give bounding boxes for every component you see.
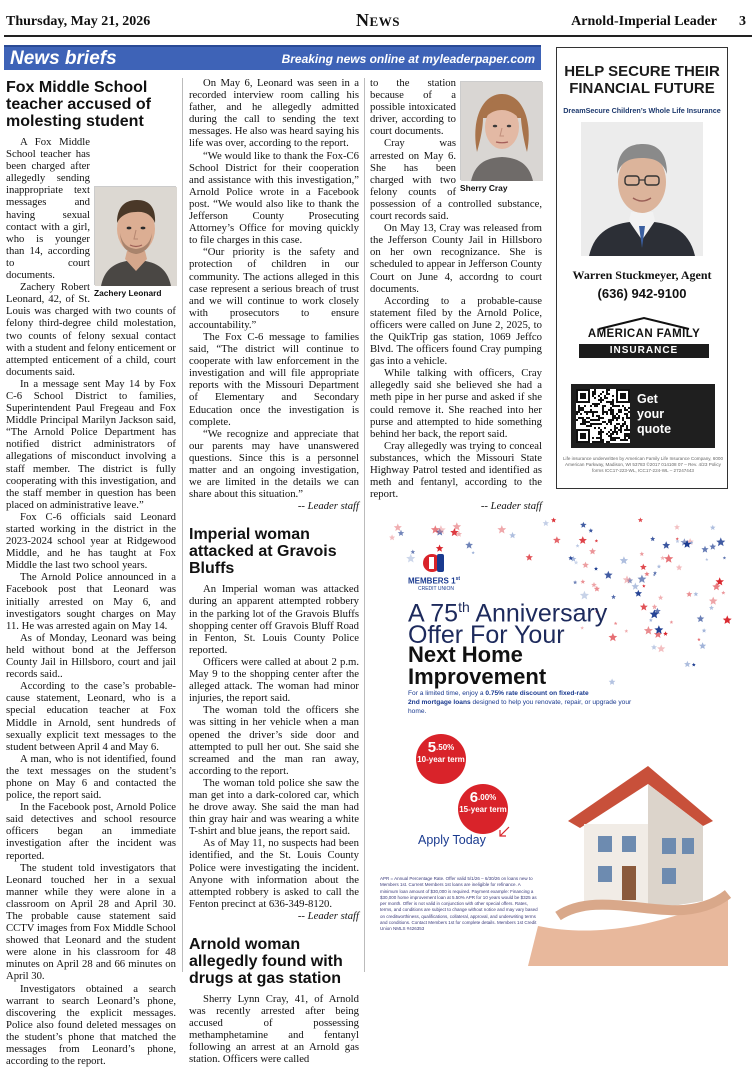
paragraph: A Fox Middle School teacher has been charged after allegedly sending inappropriate text messages and having sexual contact with a girl, who is younger than 14, according to court documents. — [6, 136, 90, 282]
rate-dec: .00% — [478, 793, 497, 802]
ad-copy — [408, 690, 638, 716]
paragraph: Fox C-6 officials said Leonard started working in the district in the 2023-2024 school year at Ridgewood Middle, and he has taught at Fox Middle the last two school years. — [6, 510, 176, 572]
rate-main: 5 — [427, 739, 437, 756]
get-quote-box[interactable] — [571, 384, 715, 448]
credit-union-subtitle: CREDIT UNION — [418, 586, 455, 592]
logo-insurance: INSURANCE — [579, 344, 709, 358]
paragraph: According to the case’s probable-cause statement, Leonard, who is a special education teacher at Fox Middle in Arnold, sent hundreds of sexually explicit text messages to the student between April 4 and May 6. — [6, 680, 176, 753]
folio-rule — [4, 35, 752, 37]
rate-term: 10-year term — [417, 755, 465, 764]
website-link[interactable]: Breaking news online at myleaderpaper.com — [281, 52, 535, 66]
quote-cta — [637, 392, 671, 437]
headline-teacher: Fox Middle School teacher accused of molesting student — [6, 79, 151, 130]
american-family-logo — [579, 316, 709, 362]
rate-term: 15-year term — [459, 805, 507, 814]
ad-headline-2: Offer For Your — [408, 621, 565, 649]
byline: -- Leader staff — [480, 500, 542, 513]
photo-sherry-cray — [460, 81, 542, 193]
paragraph: The Arnold Police announced in a Facebook post that Leonard was initially arrested on May 6, and investigators sought charges on May 11. He was arrested again on May 14. — [6, 571, 176, 632]
paragraph: “We would like to thank the Fox-C6 School District for their cooperation and assistance with this investigation,” Arnold Police wrote in a Facebook post. “We would also like to thank the Jefferson County Prosecuting Attorney’s Office for moving quickly to file charges in this case. — [189, 149, 359, 247]
copy-text: For a limited time, enjoy a — [408, 690, 486, 697]
paragraph: The woman told police she saw the man get into a dark-colored car, which he drove away. She said the man had thin gray hair and was wearing a white T-shirt and blue jeans, the report said. — [189, 776, 359, 838]
column-divider — [182, 78, 183, 972]
paragraph: On May 13, Cray was released from the Jefferson County Jail in Hillsboro on her own recognizance. She is scheduled to appear in Jefferson County Court on June 4, accordng to court documents. — [370, 222, 542, 295]
headline-part: A 75 — [408, 599, 459, 628]
arrow-icon — [498, 826, 510, 838]
paragraph: “Our priority is the safety and protection of children in our community. The actions alleged in this case represent a serious breach of trust and we will continue to work closely with prosecutors to ensure accountability.” — [189, 246, 359, 331]
credit-union-name: MEMBERS 1st — [408, 576, 461, 586]
paragraph: Investigators obtained a search warrant to search Leonard’s phone, discovering the explicit messages. Police also found deleted messages on the student’s phone that matched the messages from Leonard’s phone, according to the report. — [6, 982, 176, 1067]
paragraph: As of Monday, Leonard was being held without bond at the Jefferson County Jail in Hillsboro, court and jail records said.. — [6, 631, 176, 681]
headline-part: Anniversary — [469, 599, 608, 628]
cta-line: quote — [637, 422, 672, 436]
ad-fine-print: Life insurance underwritten by American Family Life Insurance Company, 6000 American Parkway, Madison, WI 53783 ©2017 014108 07 – Rev. 4/23 Policy forms ICC17-223-WL, ICC17-224-WL – 27247443 — [563, 456, 724, 473]
rate-dec: .50% — [436, 743, 455, 752]
ad-subheadline: DreamSecure Children’s Whole Life Insurance — [563, 106, 721, 115]
page-number: 3 — [739, 14, 746, 29]
paragraph: In a message sent May 14 by Fox C-6 School District to families, Superintendent Paul Fregeau and Fox Middle Principal Marilyn Jackson said, “The Arnold Police Department has notified district administrators of allegations of misconduct involving a staff member. The district is fully cooperating with this investigation, and the staff member in question has been placed on administrative leave.” — [6, 377, 176, 511]
agent-phone[interactable]: (636) 942-9100 — [597, 286, 687, 301]
rate-main: 6 — [469, 789, 479, 806]
page-folio — [6, 10, 750, 34]
copy-bold: 2nd mortgage loans — [408, 698, 471, 706]
news-briefs-title: News briefs — [10, 48, 117, 69]
photo-caption: Zachery Leonard — [94, 288, 162, 298]
paragraph: Cray was arrested on May 6. She has been charged with two felony counts of possession of a controlled substance, court records said. — [370, 137, 542, 223]
paragraph: An Imperial woman was attacked during an apparent attempted robbery in the parking lot of the Gravois Bluffs shopping center off Gravois Bluff Road in Fenton, St. Louis County Police reported. — [189, 583, 359, 656]
ad-headline — [557, 64, 727, 96]
ad-headline-line: HELP SECURE THEIR — [564, 63, 720, 80]
rate-badge-10-year — [416, 734, 466, 784]
rate-value — [416, 740, 466, 755]
headline-line: Improvement — [408, 664, 547, 689]
ad-fine-print: APR = Annual Percentage Rate. Offer valid 5/1/26 – 6/30/26 on loans new to Members 1st. Current Members 1st loans are ineligible for refinance. A minimum loan amount of $30,000 is required. Payment example: Financing a $30,000 home improvement loan at 5.50% APR for 10 years would be $325 as per month. Offer is not valid in conjunction with other special offers. Rates, terms, and conditions are subject to change without notice and may vary based on creditworthiness, qualifications, collateral, approval, and underwriting terms and conditions. Contact Members 1st for complete details. Members 1st Credit Union NMLS #426353 — [380, 876, 538, 932]
apply-today-link[interactable]: Apply Today — [418, 833, 486, 847]
photo-caption: Sherry Cray — [460, 183, 508, 193]
headline-imperial-woman: Imperial woman attacked at Gravois Bluffs — [189, 526, 337, 578]
mugshot-image — [460, 81, 542, 180]
column-divider — [364, 78, 365, 972]
photo-zachery-leonard — [94, 186, 176, 298]
cta-line: your — [637, 407, 665, 421]
house-in-hand-image — [528, 726, 728, 966]
byline: -- Leader staff — [297, 500, 359, 513]
paragraph: Zachery Robert Leonard, 42, of St. Louis was charged with two counts of felony third-degree child molestation, two counts of felony sexual contact with a student and felony enticement or attempted enticement of a child, court documents said. — [6, 281, 176, 378]
paragraph: Officers were called at about 2 p.m. May 9 to the shopping center after the alleged attack. The woman had minor injuries, the report said. — [189, 655, 359, 705]
paragraph: The Fox C-6 message to families said, “The district will continue to cooperate with law enforcement in the investigation and will file appropriate reports with the Missouri Department of Elementary and Secondary Education once the investigation is complete. — [189, 330, 359, 428]
paragraph: According to a probable-cause statement filed by the Arnold Police, officers were called on June 2, 2025, to the QuikTrip gas station, 1069 Jeffco Blvd. The officers found Cray pumping gas into a vehicle. — [370, 294, 542, 368]
agent-name: Warren Stuckmeyer, Agent — [572, 268, 712, 282]
paper-name-and-page — [571, 14, 746, 30]
story-column-2 — [189, 77, 359, 1066]
paragraph: On May 6, Leonard was seen in a recorded interview room calling his father, and he allegedly admitted during the call to sending the text messages. He also was heard saying his life was over, according to the report. — [189, 77, 359, 150]
paragraph: Sherry Lynn Cray, 41, of Arnold was recently arrested after being accused of possessing methamphetamine and fentanyl following an arrest at an Arnold gas station. Officers were called — [189, 993, 359, 1066]
qr-code-icon[interactable] — [576, 389, 630, 443]
ad-members-1st[interactable] — [372, 520, 728, 975]
news-briefs-banner — [4, 45, 541, 70]
headline-sup: th — [458, 599, 470, 615]
paragraph: While talking with officers, Cray allegedly said she believed she had a meth pipe in her purse and asked if she could remove it. She reached into her purse and attempted to hide something behind her back, the report said. — [370, 367, 542, 440]
headline-line: Next Home — [408, 642, 523, 667]
ad-headline-line: FINANCIAL FUTURE — [569, 80, 715, 97]
story-teacher-column-1 — [6, 77, 176, 1067]
paragraph: A man, who is not identified, found the text messages on the student’s phone on May 6 and contacted the police, the report said. — [6, 752, 176, 802]
byline: -- Leader staff — [297, 909, 359, 922]
mugshot-image — [94, 186, 176, 285]
paragraph: “We recognize and appreciate that our parents may have unanswered questions. Since this is a personnel matter and an ongoing investigation, we are limited in the details we can share about this situation.” — [189, 427, 359, 501]
logo-brand: AMERICAN FAMILY — [587, 328, 701, 340]
teacher-story-body — [6, 281, 176, 1067]
members-1st-logo-icon — [422, 552, 448, 574]
cta-line: Get — [637, 392, 658, 406]
rate-value — [458, 790, 508, 805]
paragraph: As of May 11, no suspects had been identified, and the St. Louis County Police were investigating the incident. Anyone with information about the attempted robbery is asked to call the Fenton precinct at 636-349-8120. — [189, 837, 359, 910]
ad-headline-3 — [408, 644, 546, 688]
headline-arnold-woman: Arnold woman allegedly found with drugs at gas station — [189, 936, 343, 987]
agent-photo — [581, 122, 703, 256]
ad-american-family[interactable] — [556, 47, 728, 489]
cu-name-text: MEMBERS 1 — [408, 576, 456, 586]
issue-date: Thursday, May 21, 2026 — [6, 14, 151, 29]
paragraph: In the Facebook post, Arnold Police said detectives and school resource officers began an immediate investigation after the incident was reported. — [6, 801, 176, 862]
paragraph: The student told investigators that Leonard touched her in a sexual manner while they were alone in a classroom on April 28 and April 30. The probable cause statement said CCTV images from Fox Middle School showed that Leonard and the student were alone in his classroom for 48 minutes on April 28 and 66 minutes on April 30. — [6, 861, 176, 983]
paragraph: The woman told the officers she was sitting in her vehicle when a man opened the driver’s side door and attempted to pull her out. She said she screamed and the man ran away, according to the report. — [189, 704, 359, 777]
copy-bold: 0.75% rate discount on fixed-rate — [485, 690, 589, 697]
paragraph: to the station because of a possible intoxicated driver, according to court documents. — [370, 77, 456, 138]
section-name: News — [356, 10, 400, 30]
paper-name: Arnold-Imperial Leader — [571, 14, 717, 29]
story-cray-continued — [370, 77, 542, 512]
copy-text: designed to help you renovate, repair, or upgrade your home. — [408, 698, 632, 715]
paragraph: Cray allegedly was trying to conceal substances, which the Missouri State Highway Patrol tested and identified as meth and fentanyl, according to the report. — [370, 439, 542, 501]
